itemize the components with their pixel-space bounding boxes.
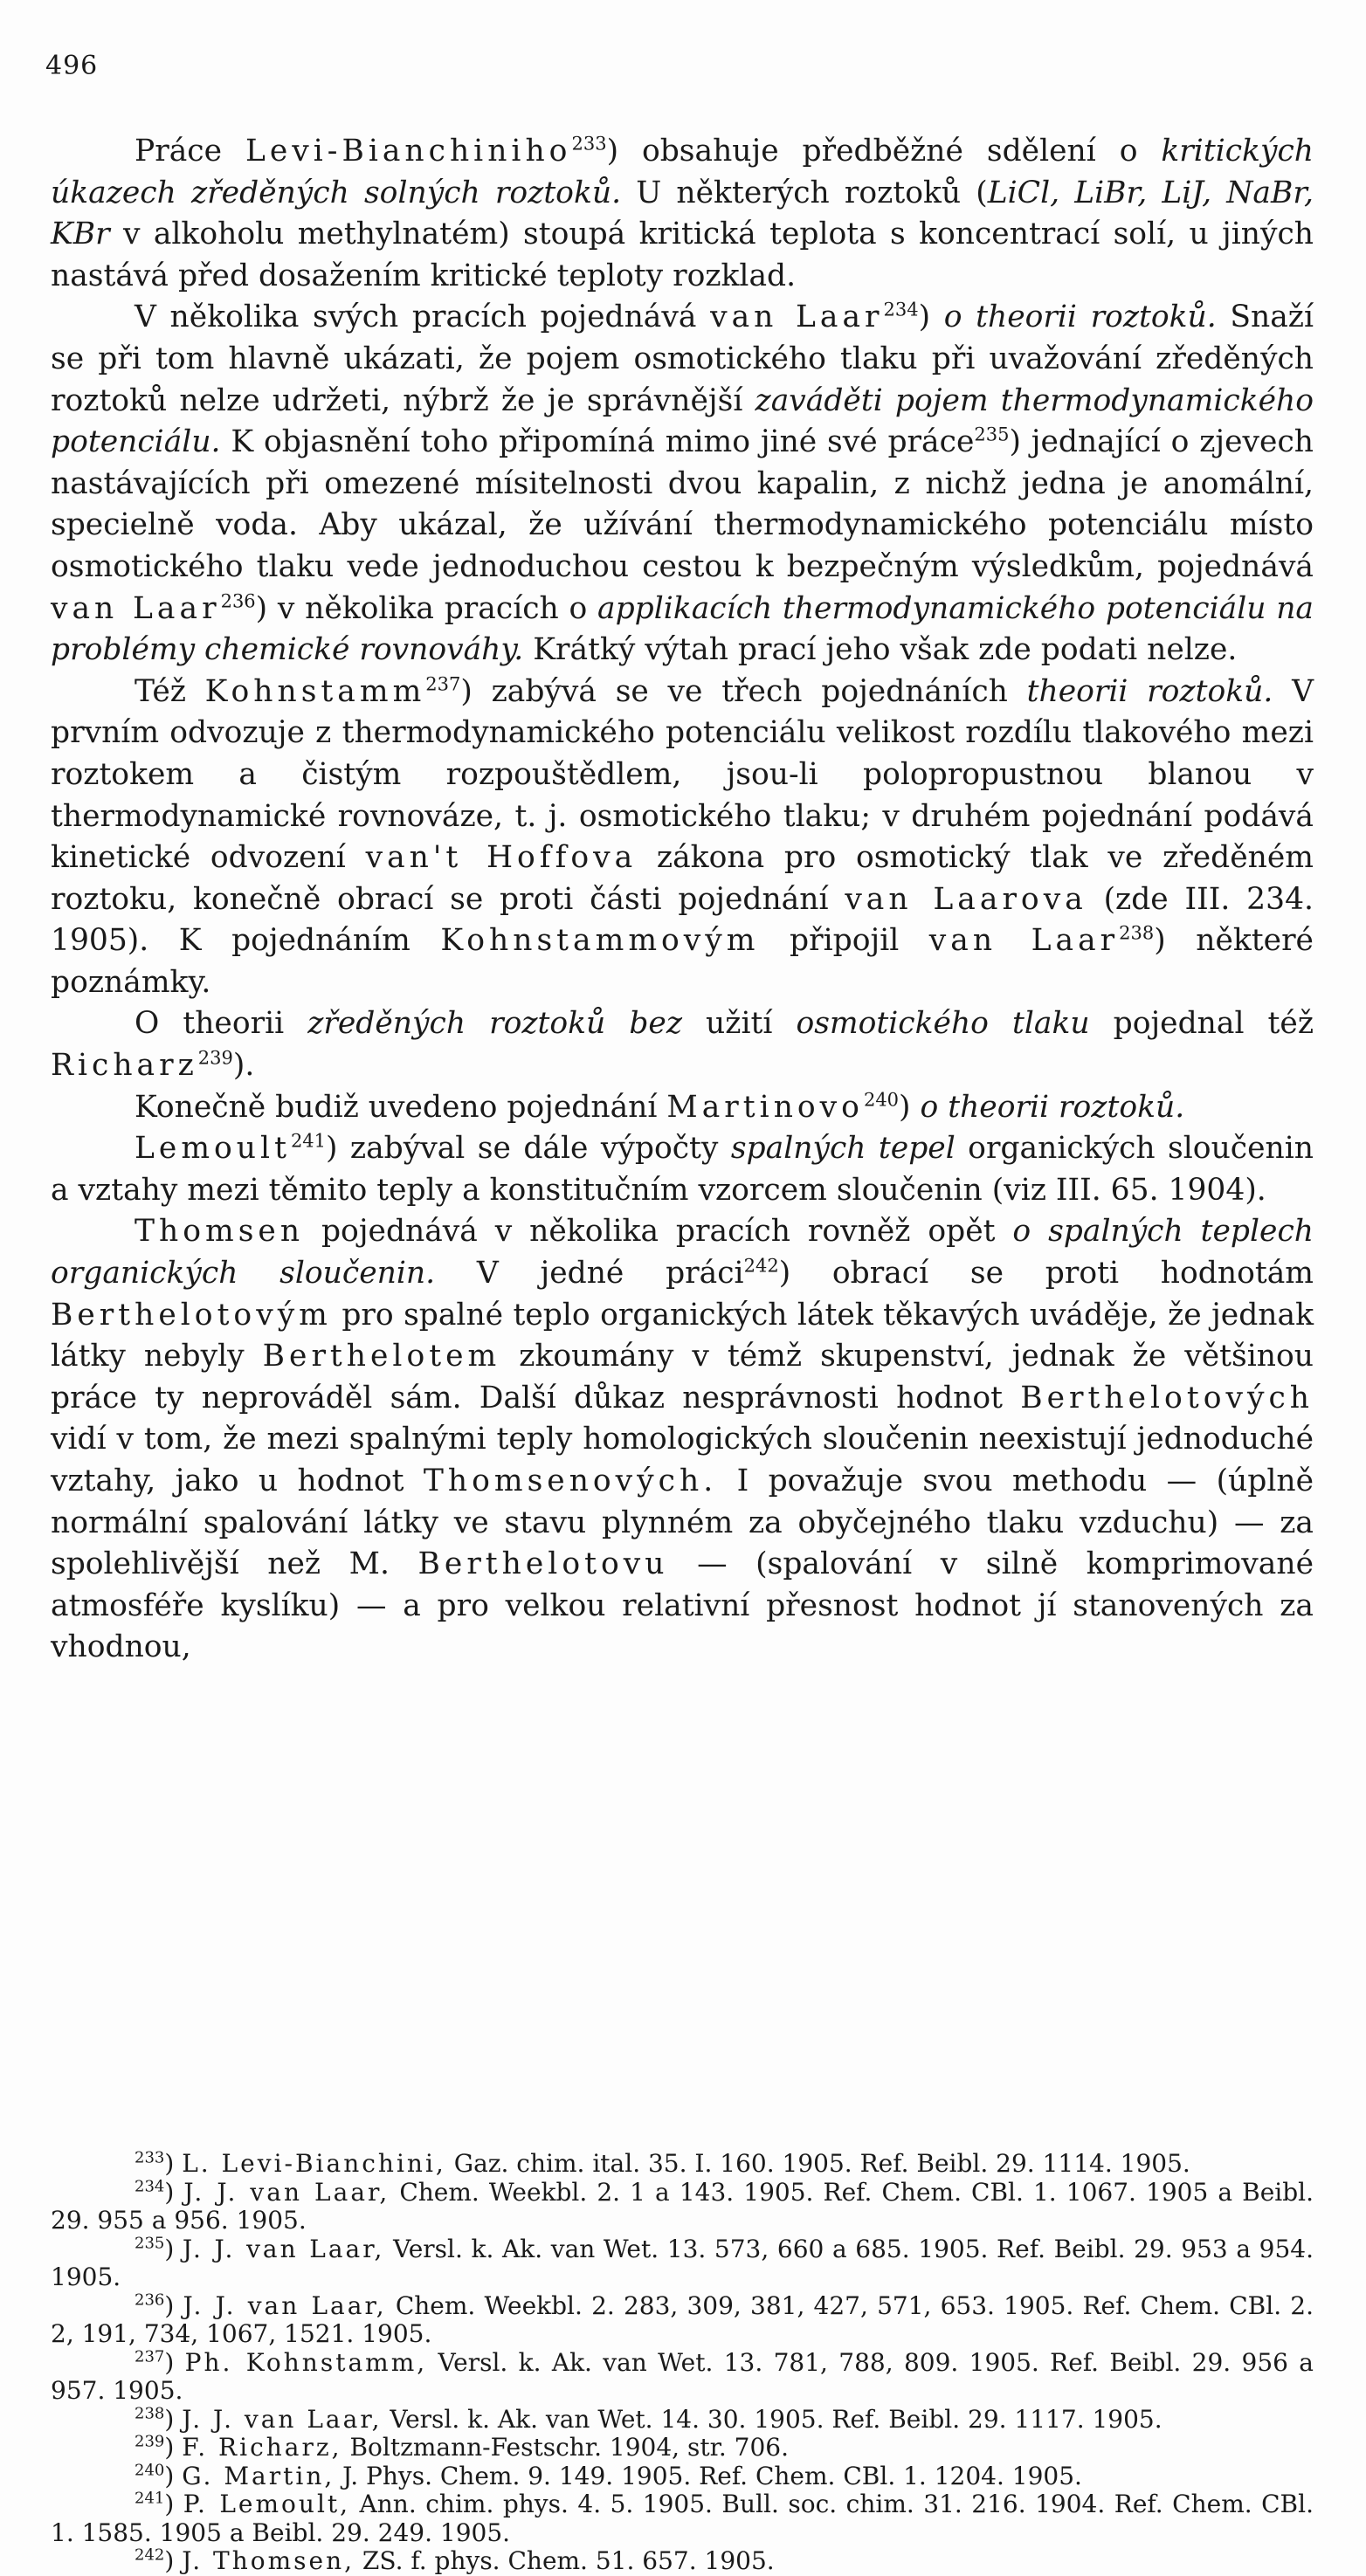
footnote-text: J. Phys. Chem. 9. 149. 1905. Ref. Chem. CBl. 1. 1204. 1905. — [335, 2461, 1082, 2490]
footnote: $^{235}$) J. J. van Laar, Versl. k. Ak. van Wet. 13. 573, 660 a 685. 1905. Ref. Beibl. 29. 953 a 954. 1905. — [51, 2234, 1314, 2291]
text: v alkoholu methylnatém) stoupá kritická teplota s koncentrací solí, u jiných nastává před dosažením kritické teploty rozklad. — [51, 217, 1314, 293]
author-name: Lemoult — [135, 1131, 291, 1167]
author-name: Richarz — [51, 1048, 198, 1084]
footnote-text: ZS. f. phys. Chem. 51. 657. 1905. — [355, 2546, 775, 2575]
footnote: $^{234}$) J. J. van Laar, Chem. Weekbl. 2. 1 a 143. 1905. Ref. Chem. CBl. 1. 1067. 1905 a Beibl. 29. 955 a 956. 1905. — [51, 2177, 1314, 2235]
footnote-author: P. Lemoult, — [183, 2490, 351, 2518]
text: Konečně budiž uvedeno pojednání — [135, 1089, 667, 1125]
text: užití — [682, 1006, 797, 1042]
footnote-ref: 236 — [220, 590, 256, 612]
text: ) zabývá se ve třech pojednáních — [460, 673, 1027, 709]
footnote-author: F. Richarz, — [182, 2433, 342, 2462]
footnote-text: Gaz. chim. ital. 35. I. 160. 1905. Ref. Beibl. 29. 1114. 1905. — [445, 2149, 1190, 2178]
footnote-author: J. J. van Laar, — [182, 2404, 383, 2434]
text: připojil — [759, 923, 929, 959]
footnote-ref: 237 — [425, 673, 461, 695]
footnote-ref: 239 — [197, 1047, 233, 1069]
text: V jedné práci — [435, 1256, 744, 1291]
footnote-number: 235 — [135, 2234, 165, 2253]
paragraph-thomsen — [51, 1211, 1314, 1669]
text: ) jednající o zjevech nastávajících při omezené mísitelnosti dvou kapalin, z nichž jedna je anomální, specielně voda. Aby ukázal, že užívání thermodynamického potenciálu místo osmotického tlaku vede jednoduchou cestou k bezpečným výsledkům, pojednává — [51, 424, 1314, 584]
footnote-number: 237 — [135, 2347, 165, 2366]
paragraph-lemoult — [51, 1128, 1314, 1211]
text: V prvním odvozuje z thermodynamického potenciálu velikost rozdílu tlakového mezi roztokem a čistým rozpouštědlem, jsou-li polopropustnou blanou v thermodynamické rovnováze, t. j. osmotického tlaku; v druhém pojednání podává kinetické odvození — [51, 673, 1314, 876]
footnote-author: J. J. van Laar, — [182, 2234, 385, 2263]
footnote-ref: 235 — [974, 424, 1010, 445]
emphasis: o spalných teplech organických sloučenin. — [51, 1214, 1314, 1291]
author-name: Kohnstamm — [204, 673, 426, 709]
footnote-author: J. J. van Laar, — [183, 2290, 387, 2320]
author-name: van Laarova — [845, 881, 1087, 917]
text: I považuje svou methodu — (úplně normální spalování látky ve stavu plynném za obyčejného tlaku vzduchu) — za spolehlivější než M. — [51, 1464, 1314, 1582]
text: Krátký výtah prací jeho však zde podati nelze. — [523, 632, 1238, 668]
footnote-ref: 234 — [883, 299, 919, 320]
text: ) v několika pracích o — [255, 590, 598, 626]
footnote-text: Versl. k. Ak. van Wet. 13. 781, 788, 809. 1905. Ref. Beibl. 29. 956 a 957. 1905. — [51, 2347, 1314, 2405]
text: (zde III. 234. 1905). K pojednáním — [51, 881, 1314, 959]
footnote-number: 234 — [135, 2177, 165, 2196]
footnotes — [51, 2150, 1314, 2576]
author-name: van Laar — [928, 923, 1120, 959]
text: ) některé poznámky. — [51, 923, 1314, 1000]
text: O theorii — [135, 1006, 308, 1042]
text: Snaží se při tom hlavně ukázati, že pojem osmotického tlaku při uvažování zředěných roztoků nelze udržeti, nýbrž že je správnější — [51, 300, 1314, 418]
page-number: 496 — [45, 51, 99, 81]
footnote: $^{236}$) J. J. van Laar, Chem. Weekbl. 2. 283, 309, 381, 427, 571, 653. 1905. Ref. Chem. CBl. 2. 2, 191, 734, 1067, 1521. 1905. — [51, 2290, 1314, 2348]
paragraph-richarz — [51, 1003, 1314, 1086]
text: V několika svých pracích pojednává — [135, 300, 711, 335]
text: vidí v tom, že mezi spalnými teply homologických sloučenin neexistují jednoduché vztahy, jako u hodnot — [51, 1422, 1314, 1498]
footnote-author: Ph. Kohnstamm, — [184, 2347, 428, 2377]
footnote-text: Chem. Weekbl. 2. 1 a 143. 1905. Ref. Chem. CBl. 1. 1067. 1905 a Beibl. 29. 955 a 956. 1905. — [51, 2177, 1314, 2235]
footnote-text: Boltzmann-Festschr. 1904, str. 706. — [342, 2433, 790, 2462]
main-text — [51, 131, 1314, 1669]
footnote-number: 241 — [135, 2489, 165, 2508]
author-name: Berthelotovu — [417, 1546, 669, 1582]
text: ) — [899, 1089, 921, 1125]
footnote: $^{237}$) Ph. Kohnstamm, Versl. k. Ak. van Wet. 13. 781, 788, 809. 1905. Ref. Beibl. 29. 956 a 957. 1905. — [51, 2347, 1314, 2405]
emphasis: o theorii roztoků. — [943, 300, 1217, 335]
text: ) obsahuje předběžné sdělení o — [606, 134, 1162, 169]
text: zákona pro osmotický tlak ve zředěném roztoku, konečně obrací se proti části pojednání — [51, 840, 1314, 917]
footnote-number: 239 — [135, 2432, 165, 2451]
footnote: $^{242}$) J. Thomsen, ZS. f. phys. Chem. 51. 657. 1905. — [135, 2545, 775, 2575]
footnote-author: L. Levi-Bianchini, — [182, 2149, 446, 2178]
footnote-ref: 242 — [743, 1255, 779, 1277]
footnote-ref: 240 — [863, 1089, 900, 1111]
footnote-author: J. J. van Laar, — [183, 2177, 390, 2207]
text: ). — [232, 1048, 255, 1084]
footnote-number: 242 — [135, 2545, 165, 2565]
author-name: Martinovo — [666, 1089, 864, 1125]
author-name: Berthelotových — [1020, 1380, 1314, 1415]
text: pojednává v několika pracích rovněž opět — [304, 1214, 1013, 1250]
author-name: Thomsen — [135, 1214, 305, 1250]
text: zkoumány v témž skupenství, jednak že většinou práce ty neprováděl sám. Další důkaz nesprávnosti hodnot — [51, 1339, 1314, 1415]
footnote-number: 238 — [135, 2404, 165, 2423]
text: ) zabýval se dále výpočty — [326, 1131, 731, 1167]
author-name: Thomsenových. — [423, 1464, 718, 1498]
emphasis: kritických úkazech zředěných solných roztoků. — [51, 134, 1314, 210]
footnote: $^{240}$) G. Martin, J. Phys. Chem. 9. 149. 1905. Ref. Chem. CBl. 1. 1204. 1905. — [135, 2461, 1082, 2490]
footnote-author: J. Thomsen, — [182, 2546, 355, 2575]
text: Práce — [135, 134, 245, 169]
author-name: Kohnstammovým — [440, 923, 760, 959]
footnote-text: Chem. Weekbl. 2. 283, 309, 381, 427, 571, 653. 1905. Ref. Chem. CBl. 2. 2, 191, 734, 1067, 1521. 1905. — [51, 2290, 1314, 2348]
author-name: Berthelotovým — [51, 1297, 332, 1333]
author-name: van Laar — [51, 590, 221, 626]
emphasis: spalných tepel — [730, 1131, 956, 1167]
text: pro spalné teplo organických látek těkavých uváděje, že jednak látky nebyly — [51, 1297, 1314, 1374]
footnote-text: Ann. chim. phys. 4. 5. 1905. Bull. soc. chim. 31. 216. 1904. Ref. Chem. CBl. 1. 1585. 1905 a Beibl. 29. 249. 1905. — [51, 2490, 1314, 2547]
text: ) obrací se proti hodnotám — [778, 1256, 1314, 1291]
footnote-author: G. Martin, — [182, 2461, 335, 2490]
emphasis: osmotického tlaku — [796, 1006, 1090, 1042]
paragraph-levi-bianchini — [51, 131, 1314, 297]
footnote-text: Versl. k. Ak. van Wet. 13. 573, 660 a 685. 1905. Ref. Beibl. 29. 953 a 954. 1905. — [51, 2234, 1314, 2291]
author-name: van't Hoffova — [365, 840, 638, 876]
footnote-text: Versl. k. Ak. van Wet. 14. 30. 1905. Ref. Beibl. 29. 1117. 1905. — [382, 2404, 1162, 2434]
emphasis: theorii roztoků. — [1026, 673, 1273, 709]
text: Též — [135, 673, 205, 709]
emphasis: zaváděti pojem thermodynamického potenciálu. — [51, 382, 1314, 460]
footnote: $^{233}$) L. Levi-Bianchini, Gaz. chim. ital. 35. I. 160. 1905. Ref. Beibl. 29. 1114. 1905. — [135, 2148, 1190, 2178]
text: ) — [918, 300, 944, 335]
emphasis: LiCl, LiBr, LiJ, NaBr, KBr — [51, 175, 1314, 252]
author-name: Berthelotem — [262, 1339, 501, 1374]
text: — (spalování v silně komprimované atmosféře kyslíku) — a pro velkou relativní přesnost hodnot jí stanovených za vhodnou, — [51, 1546, 1314, 1665]
footnote-number: 240 — [135, 2461, 165, 2480]
text: K objasnění toho připomíná mimo jiné své práce — [220, 424, 975, 460]
footnote-ref: 241 — [290, 1130, 327, 1152]
footnote: $^{238}$) J. J. van Laar, Versl. k. Ak. van Wet. 14. 30. 1905. Ref. Beibl. 29. 1117. 1905. — [135, 2404, 1162, 2434]
paragraph-van-laar — [51, 297, 1314, 671]
emphasis: applikacích thermodynamického potenciálu na problémy chemické rovnováhy. — [51, 590, 1314, 668]
emphasis: zředěných roztoků bez — [307, 1006, 683, 1042]
footnote-ref: 238 — [1119, 922, 1155, 944]
footnote-number: 233 — [135, 2148, 165, 2167]
footnote: $^{239}$) F. Richarz, Boltzmann-Festschr. 1904, str. 706. — [135, 2432, 790, 2462]
text: U některých roztoků ( — [621, 175, 988, 210]
paragraph-kohnstamm — [51, 672, 1314, 1004]
paragraph-martin — [51, 1087, 1314, 1129]
text: pojednal též — [1089, 1006, 1314, 1042]
author-name: van Laar — [710, 300, 884, 335]
footnote-ref: 233 — [571, 133, 607, 155]
author-name: Levi-Bianchiniho — [245, 134, 572, 169]
emphasis: o theorii roztoků. — [920, 1089, 1185, 1125]
footnote-number: 236 — [135, 2290, 165, 2310]
footnote: $^{241}$) P. Lemoult, Ann. chim. phys. 4. 5. 1905. Bull. soc. chim. 31. 216. 1904. Ref. Chem. CBl. 1. 1585. 1905 a Beibl. 29. 249. 1905. — [51, 2489, 1314, 2547]
text: organických sloučenin a vztahy mezi těmito teply a konstitučním vzorcem sloučenin (viz III. 65. 1904). — [51, 1131, 1314, 1208]
